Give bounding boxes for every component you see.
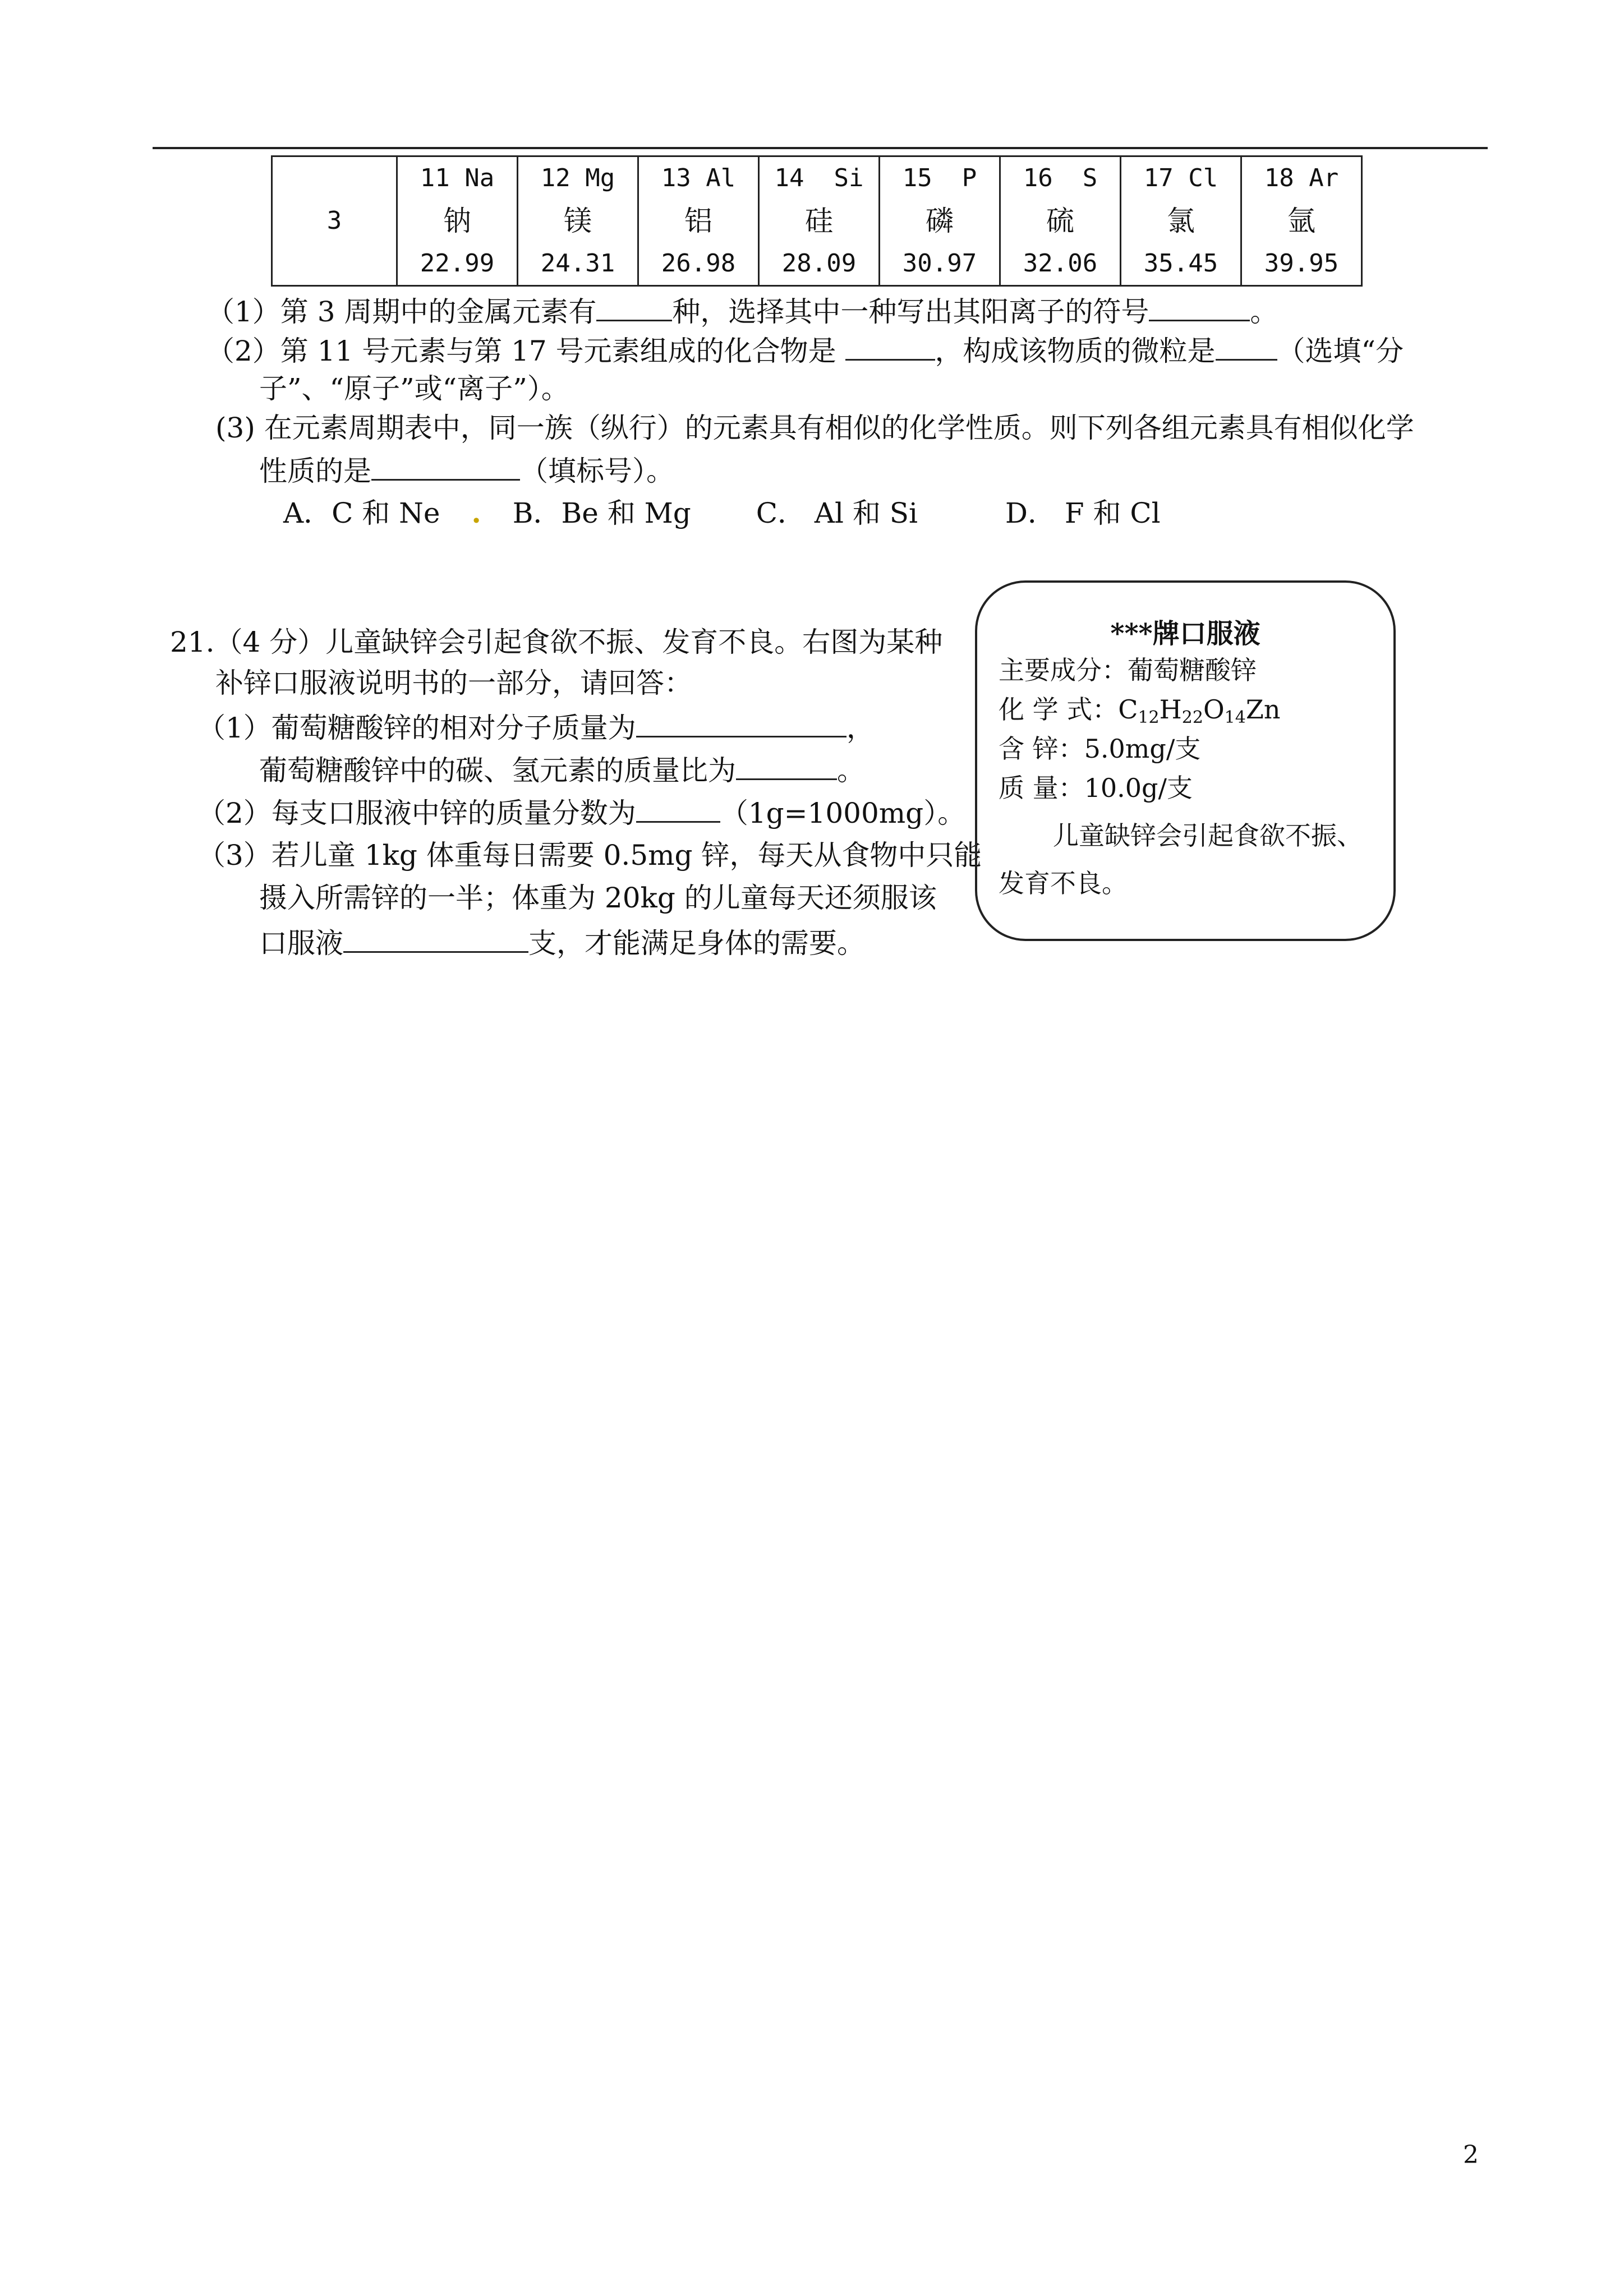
answer-blank[interactable] xyxy=(636,707,846,737)
label-note-line1: 儿童缺锌会引起食欲不振、 xyxy=(1053,820,1363,851)
q21-line1: 21.（4 分）儿童缺锌会引起食欲不振、发育不良。右图为某种 xyxy=(170,626,943,658)
q20-part1: （1）第 3 周期中的金属元素有 种，选择其中一种写出其阳离子的符号 。 xyxy=(206,291,1278,331)
q20-part2: （2）第 11 号元素与第 17 号元素组成的化合物是 ，构成该物质的微粒是 （选填“分 xyxy=(206,330,1404,371)
answer-blank[interactable] xyxy=(1149,291,1250,321)
period-number-cell: 3 xyxy=(272,156,397,286)
header-rule xyxy=(153,147,1488,149)
element-cell-si: 14 Si 硅 28.09 xyxy=(759,156,880,286)
element-cell-p: 15 P 磷 30.97 xyxy=(880,156,1000,286)
element-cell-mg: 12 Mg 镁 24.31 xyxy=(518,156,638,286)
q20-part3-cont: 性质的是 （填标号）。 xyxy=(259,450,674,491)
answer-blank[interactable] xyxy=(636,792,720,823)
element-cell-cl: 17 Cl 氯 35.45 xyxy=(1121,156,1241,286)
label-title: ***牌口服液 xyxy=(1110,618,1260,649)
label-zinc-row: 含 锌：5.0mg/支 xyxy=(999,734,1201,764)
answer-blank[interactable] xyxy=(596,291,672,321)
option-c: C． Al 和 Si xyxy=(756,497,918,529)
option-a: A．C 和 Ne xyxy=(283,497,440,529)
label-mass-row: 质 量：10.0g/支 xyxy=(999,773,1193,803)
label-ingredient-row: 主要成分：葡萄糖酸锌 xyxy=(999,655,1257,685)
oral-liquid-label-box xyxy=(975,580,1396,941)
q21-part1: （1）葡萄糖酸锌的相对分子质量为 ， xyxy=(197,707,875,748)
q21-part1-cont: 葡萄糖酸锌中的碳、氢元素的质量比为 。 xyxy=(259,749,865,790)
option-d: D． F 和 Cl xyxy=(1005,497,1161,529)
q21-line2: 补锌口服液说明书的一部分，请回答： xyxy=(215,667,692,699)
page-number: 2 xyxy=(1463,2141,1479,2169)
q21-part3: （3）若儿童 1kg 体重每日需要 0.5mg 锌，每天从食物中只能 xyxy=(197,839,982,872)
q20-part3: (3) 在元素周期表中，同一族（纵行）的元素具有相似的化学性质。则下列各组元素具有相似化学 xyxy=(215,412,1414,444)
q20-part2-cont: 子”、“原子”或“离子”）。 xyxy=(259,372,569,405)
element-cell-al: 13 Al 铝 26.98 xyxy=(638,156,759,286)
answer-blank[interactable] xyxy=(1216,330,1277,361)
label-note-line2: 发育不良。 xyxy=(999,868,1128,898)
element-cell-na: 11 Na 钠 22.99 xyxy=(397,156,518,286)
option-b: B．Be 和 Mg xyxy=(512,497,691,529)
answer-blank[interactable] xyxy=(371,450,520,481)
answer-blank[interactable] xyxy=(343,922,528,953)
element-cell-s: 16 S 硫 32.06 xyxy=(1000,156,1121,286)
q21-part3-cont2: 口服液 支，才能满足身体的需要。 xyxy=(259,922,865,963)
element-cell-ar: 18 Ar 氩 39.95 xyxy=(1241,156,1362,286)
answer-blank[interactable] xyxy=(736,749,837,780)
q20-options xyxy=(283,494,1161,533)
label-formula-row: 化 学 式：$C_{12}H_{22}O_{14}Zn$ xyxy=(999,694,1281,727)
stray-dot: . xyxy=(471,496,481,529)
answer-blank[interactable] xyxy=(845,330,935,361)
q21-part2: （2）每支口服液中锌的质量分数为 （1g=1000mg）。 xyxy=(197,792,965,833)
q21-part3-cont: 摄入所需锌的一半；体重为 20kg 的儿童每天还须服该 xyxy=(259,882,937,914)
periodic-table-period-3 xyxy=(271,155,1363,287)
